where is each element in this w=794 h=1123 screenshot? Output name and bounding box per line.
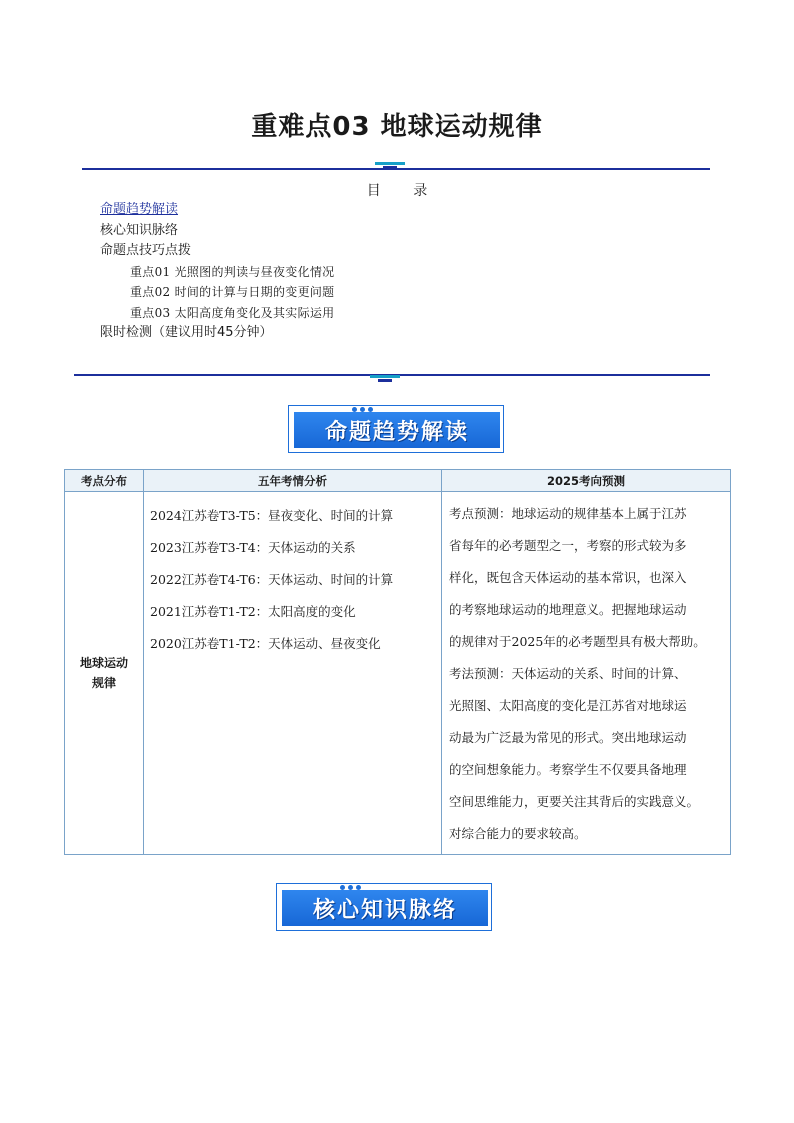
- forecast-line: 动最为广泛最为常见的形式。突出地球运动: [449, 730, 687, 745]
- toc-subitem-1: 重点01 光照图的判读与昼夜变化情况: [130, 264, 335, 279]
- topic-line: 规律: [91, 676, 116, 690]
- divider-ornament: [375, 162, 405, 170]
- banner-label: 命题趋势解读: [294, 412, 500, 448]
- toc-item-skills: 命题点技巧点拨: [100, 243, 192, 258]
- forecast-line: 空间思维能力，更要关注其背后的实践意义。: [449, 794, 700, 809]
- topic-cell: [65, 492, 144, 855]
- toc-subitem-2: 重点02 时间的计算与日期的变更问题: [130, 285, 335, 299]
- table-of-contents: [100, 200, 700, 344]
- toc-item-trend[interactable]: 命题趋势解读: [100, 202, 179, 217]
- forecast-line: 的规律对于2025年的必考题型具有极大帮助。: [449, 634, 706, 649]
- history-line: 2023江苏卷T3-T4：天体运动的关系: [150, 540, 356, 555]
- history-line: 2022江苏卷T4-T6：天体运动、时间的计算: [150, 572, 394, 587]
- table-header-row: [65, 470, 731, 492]
- forecast-line: 省每年的必考题型之一，考察的形式较为多: [449, 538, 687, 553]
- topic-line: 地球运动: [79, 656, 128, 670]
- toc-subitem-3: 重点03 太阳高度角变化及其实际运用: [130, 305, 335, 320]
- banner-label: 核心知识脉络: [282, 890, 488, 926]
- forecast-line: 考法预测：天体运动的关系、时间的计算、: [449, 666, 687, 681]
- forecast-line: 的考察地球运动的地理意义。把握地球运动: [449, 602, 687, 617]
- history-line: 2020江苏卷T1-T2：天体运动、昼夜变化: [150, 636, 381, 651]
- header-topic: 考点分布: [65, 470, 144, 492]
- table-row: [65, 492, 731, 855]
- history-line: 2024江苏卷T3-T5：昼夜变化、时间的计算: [150, 508, 394, 523]
- header-history: 五年考情分析: [144, 470, 442, 492]
- divider-ornament: [370, 375, 400, 383]
- toc-heading: 目 录: [366, 183, 428, 199]
- section-banner-core: [276, 877, 494, 929]
- toc-item-core: 核心知识脉络: [100, 222, 179, 238]
- forecast-cell: [442, 492, 731, 855]
- banner-dots: [340, 875, 364, 881]
- page-title: 重难点03 地球运动规律: [251, 112, 543, 142]
- exam-analysis-table: [64, 469, 731, 855]
- forecast-line: 样化，既包含天体运动的基本常识，也深入: [449, 570, 687, 585]
- banner-dots: [352, 397, 376, 403]
- forecast-line: 对综合能力的要求较高。: [449, 826, 587, 841]
- forecast-line: 考点预测：地球运动的规律基本上属于江苏: [449, 506, 687, 521]
- history-line: 2021江苏卷T1-T2：太阳高度的变化: [150, 604, 356, 619]
- forecast-line: 的空间想象能力。考察学生不仅要具备地理: [449, 762, 687, 777]
- history-cell: [144, 492, 442, 855]
- forecast-line: 光照图、太阳高度的变化是江苏省对地球运: [449, 698, 687, 713]
- section-banner-trend: [288, 399, 506, 451]
- toc-item-test: 限时检测（建议用时45分钟）: [100, 325, 273, 340]
- header-forecast: 2025考向预测: [442, 470, 731, 492]
